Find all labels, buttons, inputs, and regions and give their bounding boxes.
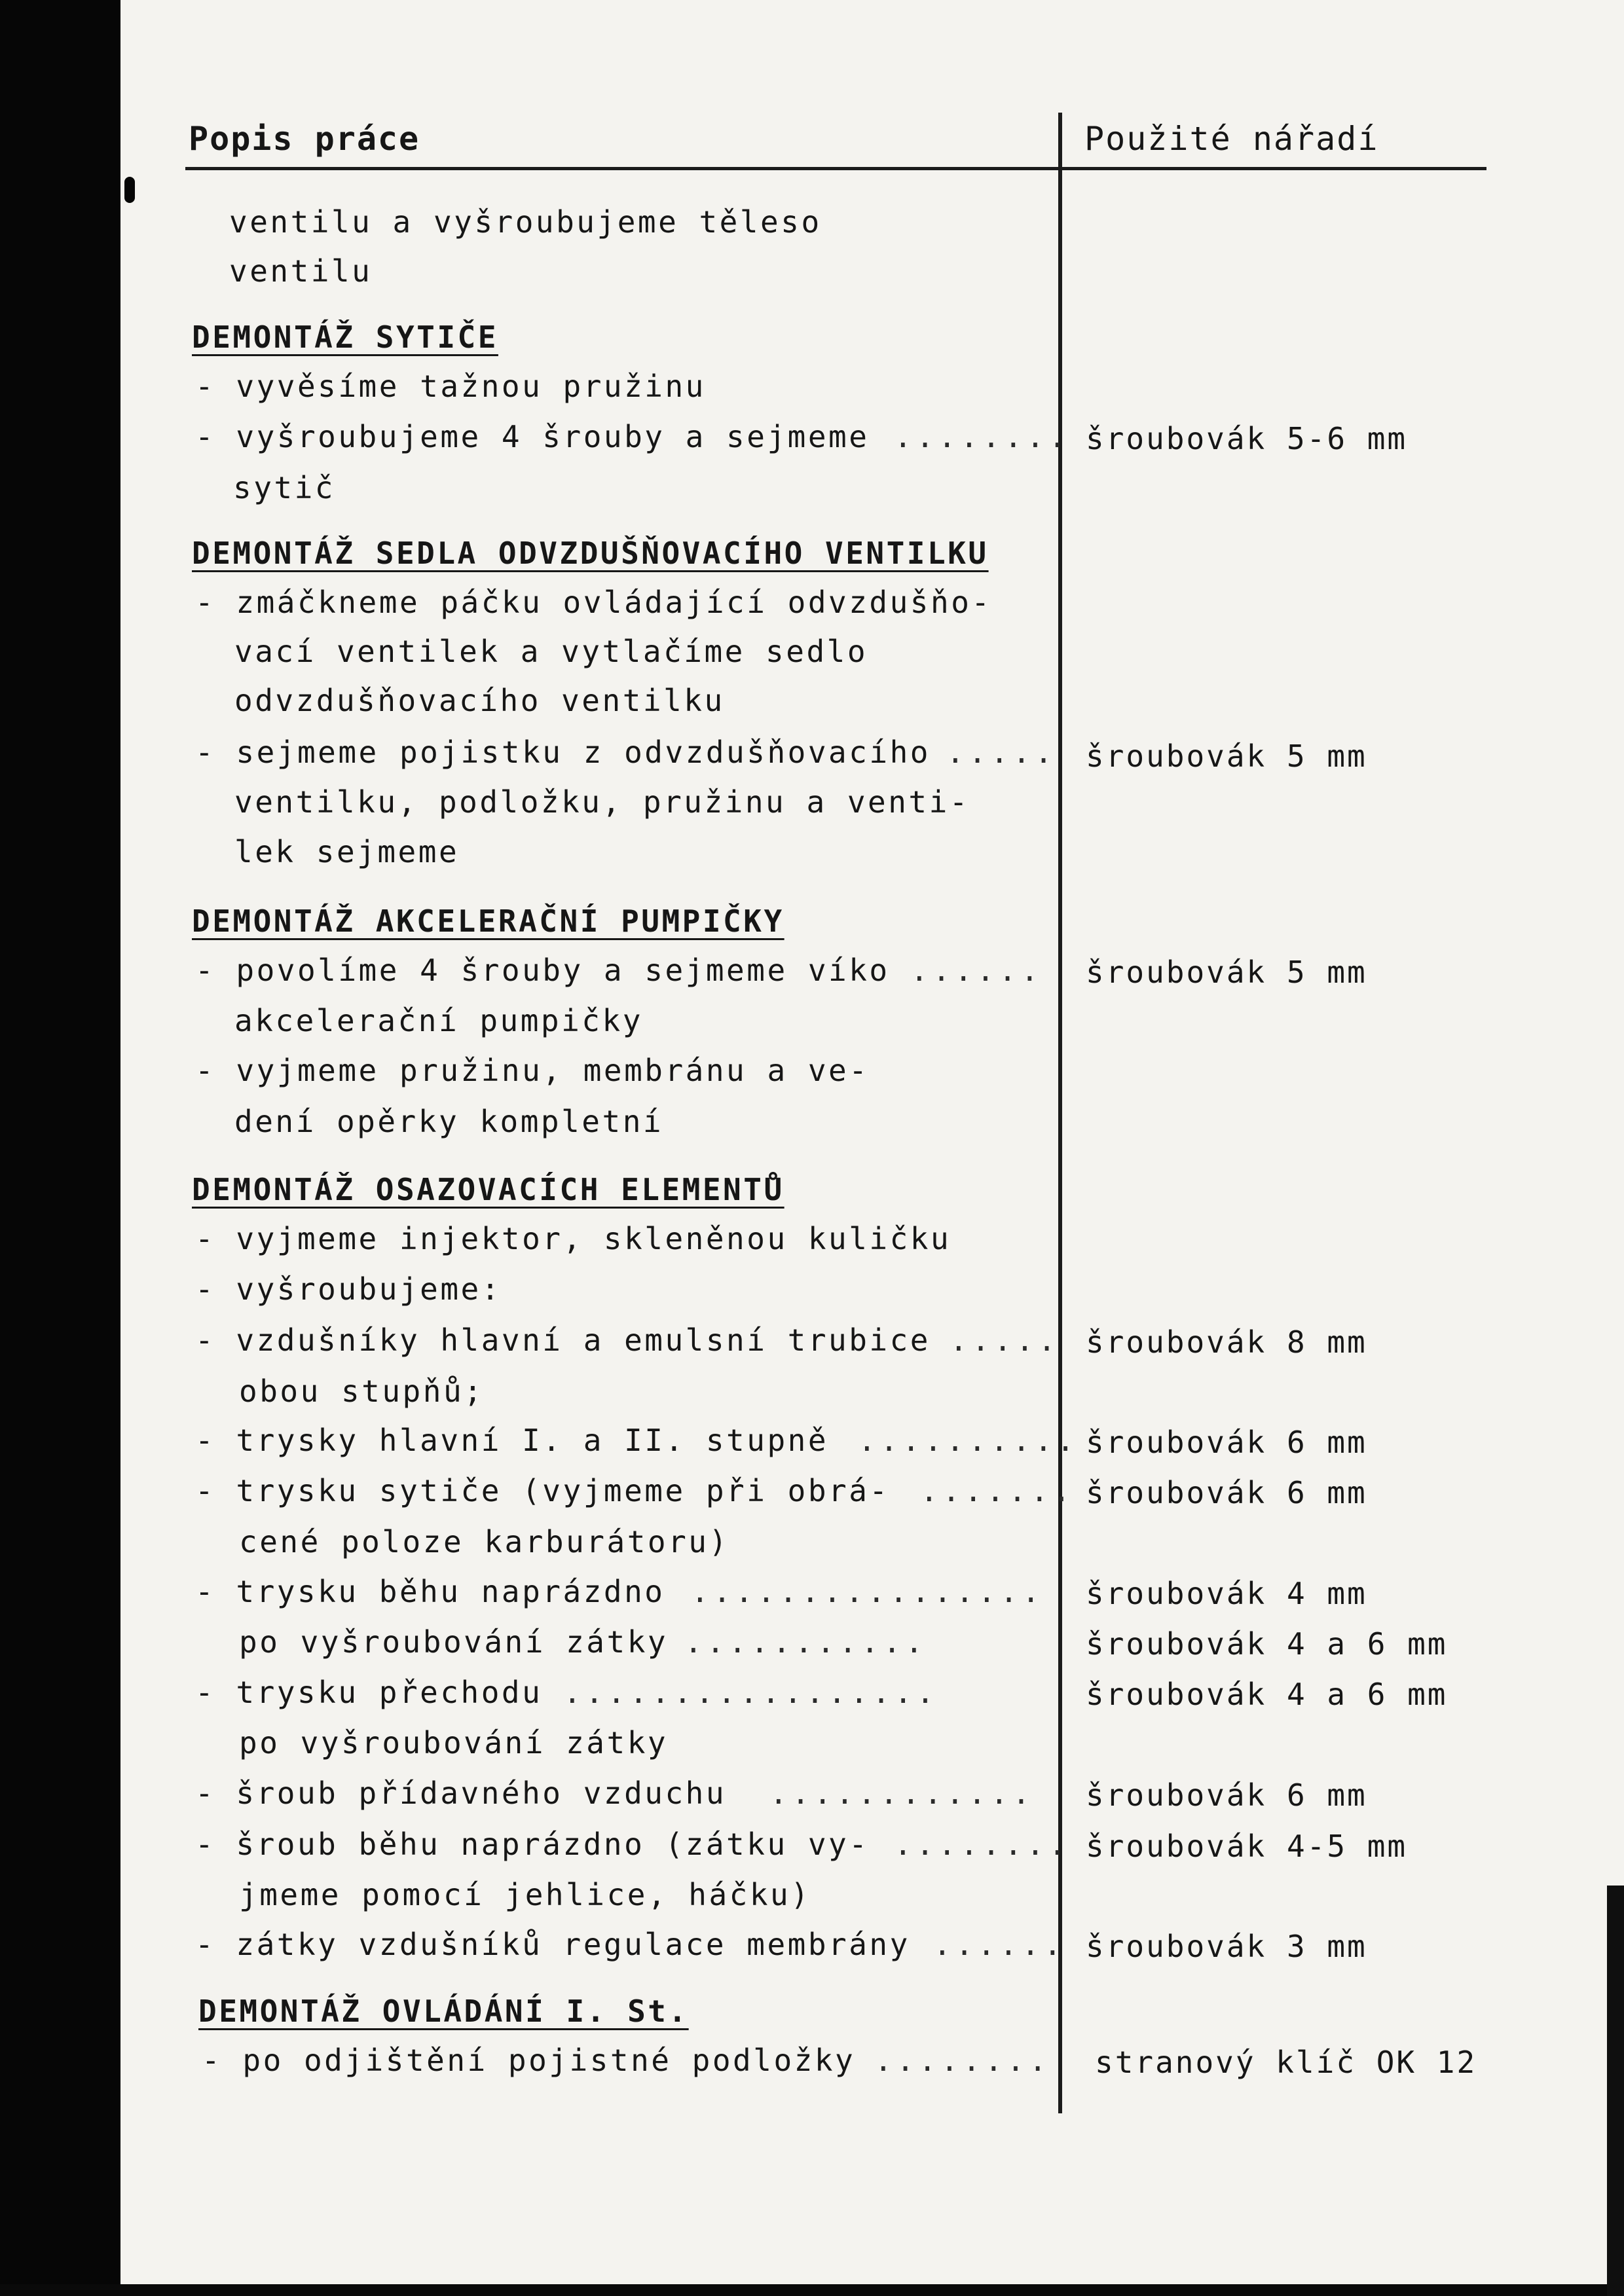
list-item: - zátky vzdušníků regulace membrány	[195, 1927, 910, 1962]
list-item: - vyšroubujeme:	[195, 1271, 502, 1307]
text-line: obou stupňů;	[239, 1374, 485, 1409]
tool-cell: šroubovák 5 mm	[1086, 955, 1367, 990]
binding-hole-mark	[124, 177, 135, 203]
tool-cell: šroubovák 5 mm	[1086, 738, 1367, 774]
text-line: po vyšroubování zátky	[239, 1624, 669, 1660]
leader-dots: .................	[563, 1675, 938, 1710]
leader-dots: ........	[874, 2043, 1051, 2078]
text-line: jmeme pomocí jehlice, háčku)	[239, 1877, 811, 1912]
text-line: lek sejmeme	[234, 834, 460, 869]
header-underline	[185, 167, 1486, 170]
list-item: - trysku přechodu	[195, 1675, 543, 1710]
text-line: akcelerační pumpičky	[234, 1003, 643, 1038]
leader-dots: ..........	[858, 1423, 1079, 1458]
text-line: ventilu a vyšroubujeme těleso	[229, 204, 822, 240]
list-item: - zmáčkneme páčku ovládající odvzdušňo-	[195, 585, 992, 620]
tool-cell: šroubovák 6 mm	[1086, 1475, 1367, 1510]
tool-cell: šroubovák 4 a 6 mm	[1086, 1677, 1448, 1712]
tool-cell: šroubovák 8 mm	[1086, 1324, 1367, 1360]
section-heading: DEMONTÁŽ SEDLA ODVZDUŠŇOVACÍHO VENTILKU	[192, 536, 989, 571]
list-item: - trysku sytiče (vyjmeme při obrá-	[195, 1473, 890, 1508]
list-item: - vyšroubujeme 4 šrouby a sejmeme	[195, 419, 870, 454]
text-line: odvzdušňovacího ventilku	[234, 683, 725, 718]
list-item: - trysky hlavní I. a II. stupně	[195, 1423, 829, 1458]
leader-dots: ........	[894, 419, 1071, 454]
list-item: - trysku běhu naprázdno	[195, 1574, 665, 1609]
column-divider	[1058, 113, 1062, 2113]
leader-dots: ......	[910, 953, 1043, 988]
leader-dots: ............	[769, 1776, 1035, 1811]
text-line: dení opěrky kompletní	[234, 1104, 664, 1139]
text-line: ventilu	[229, 253, 373, 289]
text-line: sytič	[233, 470, 335, 505]
leader-dots: .....	[946, 735, 1057, 770]
tool-cell: šroubovák 4 a 6 mm	[1086, 1626, 1448, 1662]
section-heading: DEMONTÁŽ OVLÁDÁNÍ I. St.	[198, 1994, 689, 2029]
text-line: po vyšroubování zátky	[239, 1725, 669, 1760]
list-item: - vyvěsíme tažnou pružinu	[195, 369, 706, 404]
leader-dots: .......	[920, 1473, 1075, 1508]
text-line: cené poloze karburátoru)	[239, 1524, 729, 1559]
leader-dots: ......	[933, 1927, 1066, 1962]
scan-bottom-edge	[0, 2284, 1624, 2296]
tool-cell: šroubovák 6 mm	[1086, 1425, 1367, 1460]
list-item: - vzdušníky hlavní a emulsní trubice	[195, 1322, 931, 1358]
leader-dots: .....	[950, 1322, 1060, 1358]
tool-cell: šroubovák 6 mm	[1086, 1777, 1367, 1813]
tool-cell: šroubovák 5-6 mm	[1086, 421, 1408, 456]
tool-cell: stranový klíč OK 12	[1095, 2045, 1477, 2080]
tool-cell: šroubovák 4-5 mm	[1086, 1829, 1408, 1864]
text-line: ventilku, podložku, pružinu a venti-	[234, 784, 970, 820]
tool-cell: šroubovák 3 mm	[1086, 1929, 1367, 1964]
scan-left-edge	[0, 0, 135, 2296]
text-line: vací ventilek a vytlačíme sedlo	[234, 634, 868, 669]
list-item: - šroub přídavného vzduchu	[195, 1776, 727, 1811]
scan-right-edge	[1607, 1886, 1624, 2296]
list-item: - šroub běhu naprázdno (zátku vy-	[195, 1827, 870, 1862]
list-item: - vyjmeme injektor, skleněnou kuličku	[195, 1221, 951, 1256]
leader-dots: ...........	[684, 1624, 927, 1660]
header-work-description: Popis práce	[189, 120, 420, 158]
section-heading: DEMONTÁŽ AKCELERAČNÍ PUMPIČKY	[192, 903, 784, 939]
header-tools-used: Použité nářadí	[1084, 120, 1379, 158]
list-item: - vyjmeme pružinu, membránu a ve-	[195, 1053, 870, 1088]
leader-dots: ................	[691, 1574, 1044, 1609]
leader-dots: ........	[894, 1827, 1071, 1862]
list-item: - po odjištění pojistné podložky	[202, 2043, 856, 2078]
section-heading: DEMONTÁŽ OSAZOVACÍCH ELEMENTŮ	[192, 1172, 784, 1207]
tool-cell: šroubovák 4 mm	[1086, 1576, 1367, 1611]
list-item: - sejmeme pojistku z odvzdušňovacího	[195, 735, 931, 770]
list-item: - povolíme 4 šrouby a sejmeme víko	[195, 953, 890, 988]
section-heading: DEMONTÁŽ SYTIČE	[192, 319, 498, 355]
